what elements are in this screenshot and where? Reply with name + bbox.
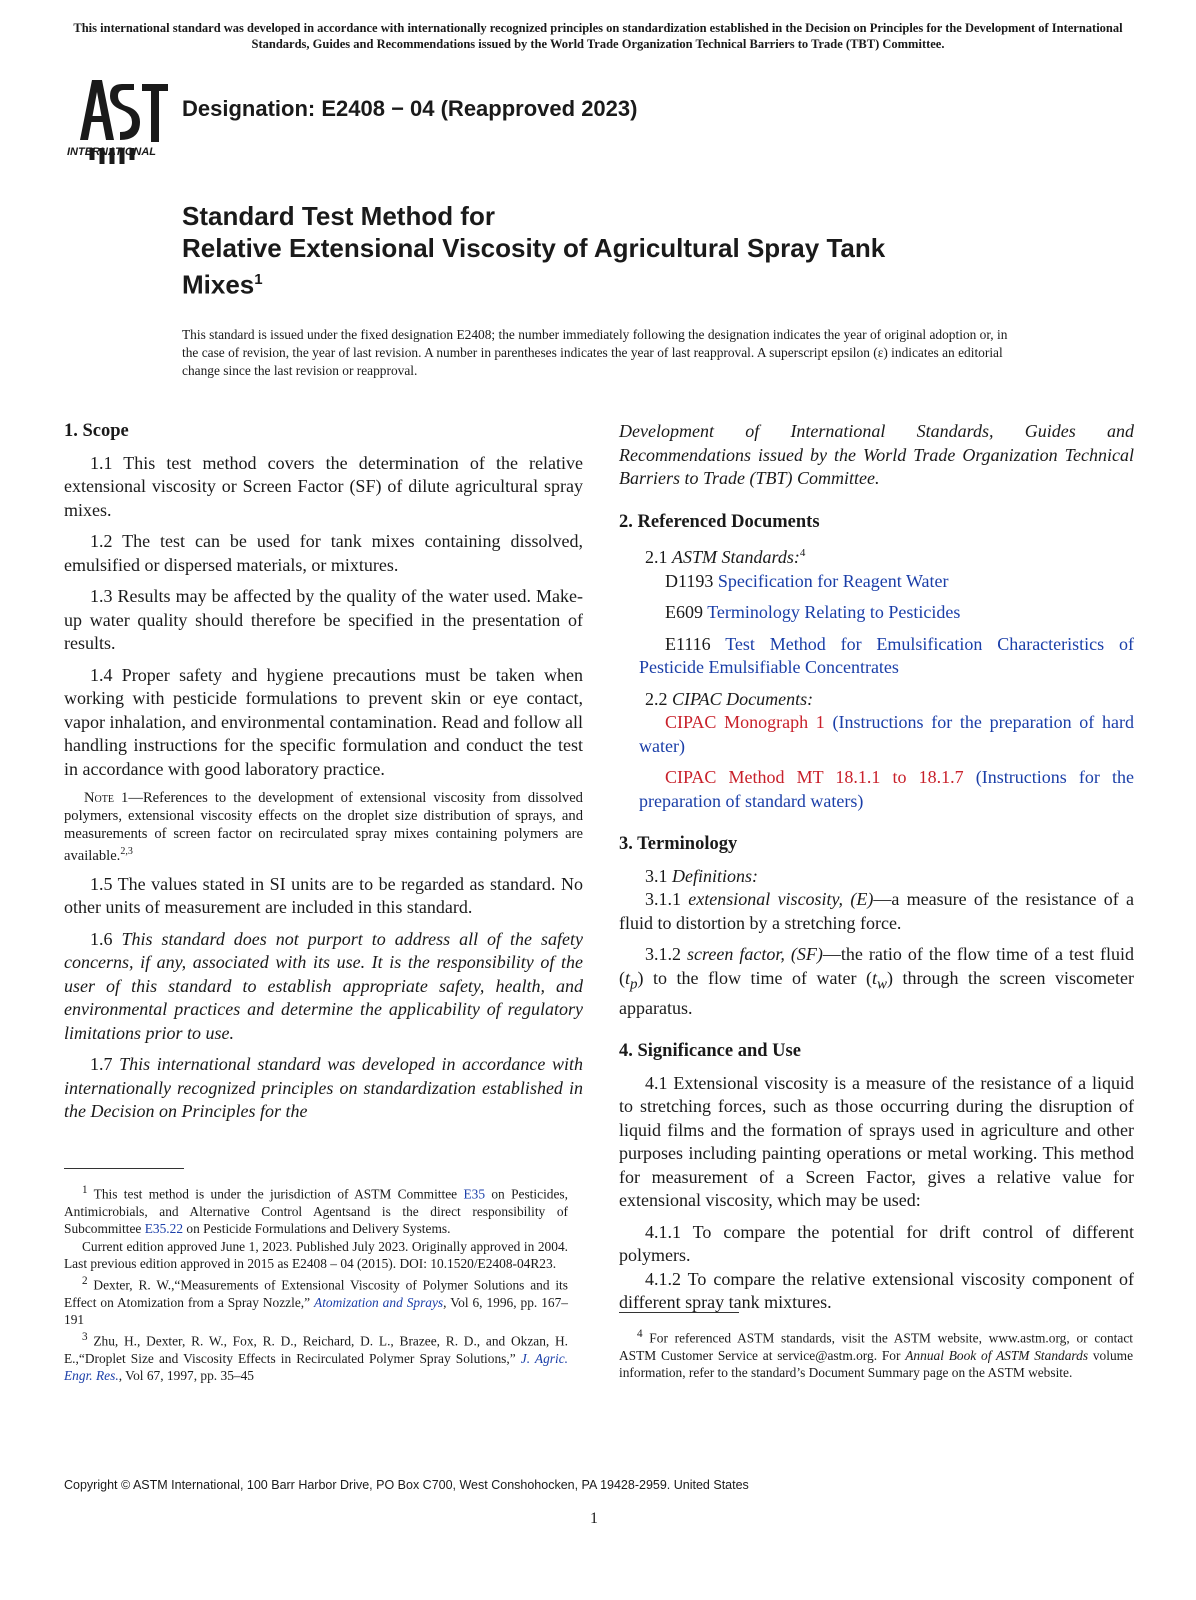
section-significance-heading: 4. Significance and Use	[619, 1041, 801, 1062]
term-extensional-viscosity: 3.1.1 extensional viscosity, (E)—a measure of the resistance of a fluid to distortion by a stretching force.	[619, 889, 1135, 933]
paragraph-4-1-1: 4.1.1 To compare the potential for drift control of different polymers.	[619, 1221, 1134, 1266]
paragraph-1-4: 1.4 Proper safety and hygiene precautions must be taken when working with pesticide formulations to prevent skin or eye contact, vapor inhalation, and environmental contamination. Read and follow all handling instructions for the specific formulation and conduct the test in accordance with good laboratory practice.	[64, 664, 583, 779]
d1193-link[interactable]: Specification for Reagent Water	[717, 570, 949, 591]
document-title	[182, 200, 1082, 301]
paragraph-1-7: 1.7 This international standard was developed in accordance with internationally recognized principles on standardization established in the Decision on Principles for the	[64, 1054, 583, 1122]
paragraph-1-7-continued: Development of International Standards, Guides and Recommendations issued by the World Trade Organization Technical Barriers to Trade (TBT) Committee.	[619, 421, 1134, 488]
logo-label: INTERNATIONAL	[67, 146, 157, 158]
e35-link[interactable]: E35	[463, 1186, 486, 1202]
note-1: Note 1—References to the development of extensional viscosity from dissolved polymers, extensional viscosity effects on the droplet size distribution of sprays, and measurements of screen factor on recirculated spray mixes containing polymers are available.$^{2,3}$	[64, 790, 583, 864]
e609-link[interactable]: Terminology Relating to Pesticides	[707, 602, 961, 622]
footnotes-left	[64, 1182, 568, 1385]
ref-d1193: D1193 Specification for Reagent Water	[665, 570, 949, 591]
paragraph-1-1: 1.1 This test method covers the determination of the relative extensional viscosity or Screen Factor (SF) of dilute agricultural spray mixes.	[64, 452, 583, 520]
footnote-rule-left	[64, 1168, 184, 1169]
cipac-method-link[interactable]: CIPAC Method MT 18.1.1 to 18.1.7	[665, 767, 964, 787]
footnotes-right	[619, 1326, 1133, 1382]
ref-e1116: E1116 Test Method for Emulsification Characteristics of Pesticide Emulsifiable Concentrates	[639, 633, 1134, 677]
copyright: Copyright © ASTM International, 100 Barr Harbor Drive, PO Box C700, West Conshohocken, PA 19428-2959. United States	[64, 1478, 749, 1492]
e1116-link[interactable]: Test Method for Emulsification Characteristics of Pesticide Emulsifiable Concentrates	[639, 633, 1134, 677]
footnote-1: $^1$ This test method is under the jurisdiction of ASTM Committee E35 on Pesticides, Antimicrobials, and Alternative Control Agentsand is the direct responsibility of Subcommittee E35.22 on Pesticide Formulations and Delivery Systems.	[64, 1184, 568, 1237]
title-line-1: Standard Test Method for	[182, 201, 495, 231]
definitions-label: 3.1 Definitions:	[645, 865, 758, 886]
cipac-method-title-link[interactable]: (Instructions for the preparation of standard waters)	[639, 767, 1134, 811]
title-line-2: Relative Extensional Viscosity of Agricultural Spray Tank	[182, 233, 886, 263]
footnote-2: $^2$ Dexter, R. W.,“Measurements of Extensional Viscosity of Polymer Solutions and its Effect on Atomization from a Spray Nozzle,” Atomization and Sprays, Vol 6, 1996, pp. 167–191	[64, 1274, 568, 1328]
footnote-1-edition: Current edition approved June 1, 2023. Published July 2023. Originally approved in 2004. Last previous edition approved in 2015 as E2408 – 04 (2015). DOI: 10.1520/E2408-04R23.	[64, 1238, 568, 1272]
ref-cipac-monograph	[619, 711, 1134, 758]
astm-standards-label: 2.1 ASTM Standards:$^4$	[645, 547, 806, 567]
title-line-3: Mixes$^1$	[182, 269, 263, 300]
section-terminology-heading: 3. Terminology	[619, 834, 738, 854]
footnote-rule-right	[619, 1312, 739, 1313]
cipac-monograph-link[interactable]: CIPAC Monograph 1	[665, 712, 825, 732]
section-referenced-heading: 2. Referenced Documents	[619, 511, 820, 532]
e35-22-link[interactable]: E35.22	[144, 1221, 184, 1237]
atomization-sprays-link[interactable]: Atomization and Sprays	[314, 1294, 444, 1310]
page-number: 1	[590, 1510, 598, 1527]
footnote-3: $^3$ Zhu, H., Dexter, R. W., Fox, R. D., Reichard, D. L., Brazee, R. D., and Okzan, H. E.,“Droplet Size and Viscosity Effects in Recirculated Polymer Spray Solutions,” J. Agric. Engr. Res., Vol 67, 1997, pp. 35–45	[64, 1330, 568, 1384]
top-notice: This international standard was developed in accordance with internationally recognized principles on standardization established in the Decision on Principles for the Development of International Standards, Guides and Recommendations issued by the World Trade Organization Technical Barriers to Trade (TBT) Committee.	[73, 21, 1123, 51]
left-column	[64, 420, 583, 1132]
cipac-monograph-title-link[interactable]: (Instructions for the preparation of hard water)	[639, 712, 1134, 756]
term-screen-factor: 3.1.2 screen factor, (SF)—the ratio of the flow time of a test fluid $(t_p)$ to the flow time of water $(t_w)$ through the screen viscometer apparatus.	[619, 944, 1135, 1018]
agric-engr-res-link[interactable]: J. Agric. Engr. Res.	[64, 1350, 568, 1384]
section-scope-heading: 1. Scope	[64, 421, 129, 441]
paragraph-1-3: 1.3 Results may be affected by the quality of the water used. Make-up water quality should therefore be specified in the presentation of results.	[64, 586, 583, 653]
cipac-documents-label: 2.2 CIPAC Documents:	[645, 688, 814, 709]
ref-cipac-method	[619, 766, 1134, 813]
paragraph-4-1-2: 4.1.2 To compare the relative extensional viscosity component of different spray tank mixtures.	[619, 1268, 1134, 1313]
ref-e609: E609 Terminology Relating to Pesticides	[665, 602, 961, 622]
title-footnote-mark: 1	[254, 271, 263, 288]
designation: Designation: E2408 − 04 (Reapproved 2023)	[182, 96, 638, 121]
paragraph-1-2: 1.2 The test can be used for tank mixes containing dissolved, emulsified or dispersed materials, or mixtures.	[64, 531, 583, 575]
paragraph-1-5: 1.5 The values stated in SI units are to be regarded as standard. No other units of measurement are included in this standard.	[64, 873, 583, 918]
paragraph-4-1: 4.1 Extensional viscosity is a measure of the resistance of a liquid to stretching forces, such as those occurring during the disruption of liquid films and the formation of sprays used in agriculture and other purposes including painting operations or metal working. This method for measurement of a Screen Factor, gives a relative value for extensional viscosity, which may be used:	[619, 1072, 1134, 1211]
footnote-4: $^4$ For referenced ASTM standards, visit the ASTM website, www.astm.org, or contact ASTM Customer Service at service@astm.org. For Annual Book of ASTM Standards volume information, refer to the standard’s Document Summary page on the ASTM website.	[619, 1328, 1134, 1381]
paragraph-1-6: 1.6 This standard does not purport to address all of the safety concerns, if any, associated with its use. It is the responsibility of the user of this standard to establish appropriate safety, health, and environmental practices and determine the applicability of regulatory limitations prior to use.	[64, 928, 583, 1043]
right-column	[619, 420, 1134, 1323]
issue-note: This standard is issued under the fixed designation E2408; the number immediately following the designation indicates the year of original adoption or, in the case of revision, the year of last revision. A number in parentheses indicates the year of last reapproval. A superscript epsilon (ε) indicates an editorial change since the last revision or reapproval.	[182, 327, 1008, 378]
